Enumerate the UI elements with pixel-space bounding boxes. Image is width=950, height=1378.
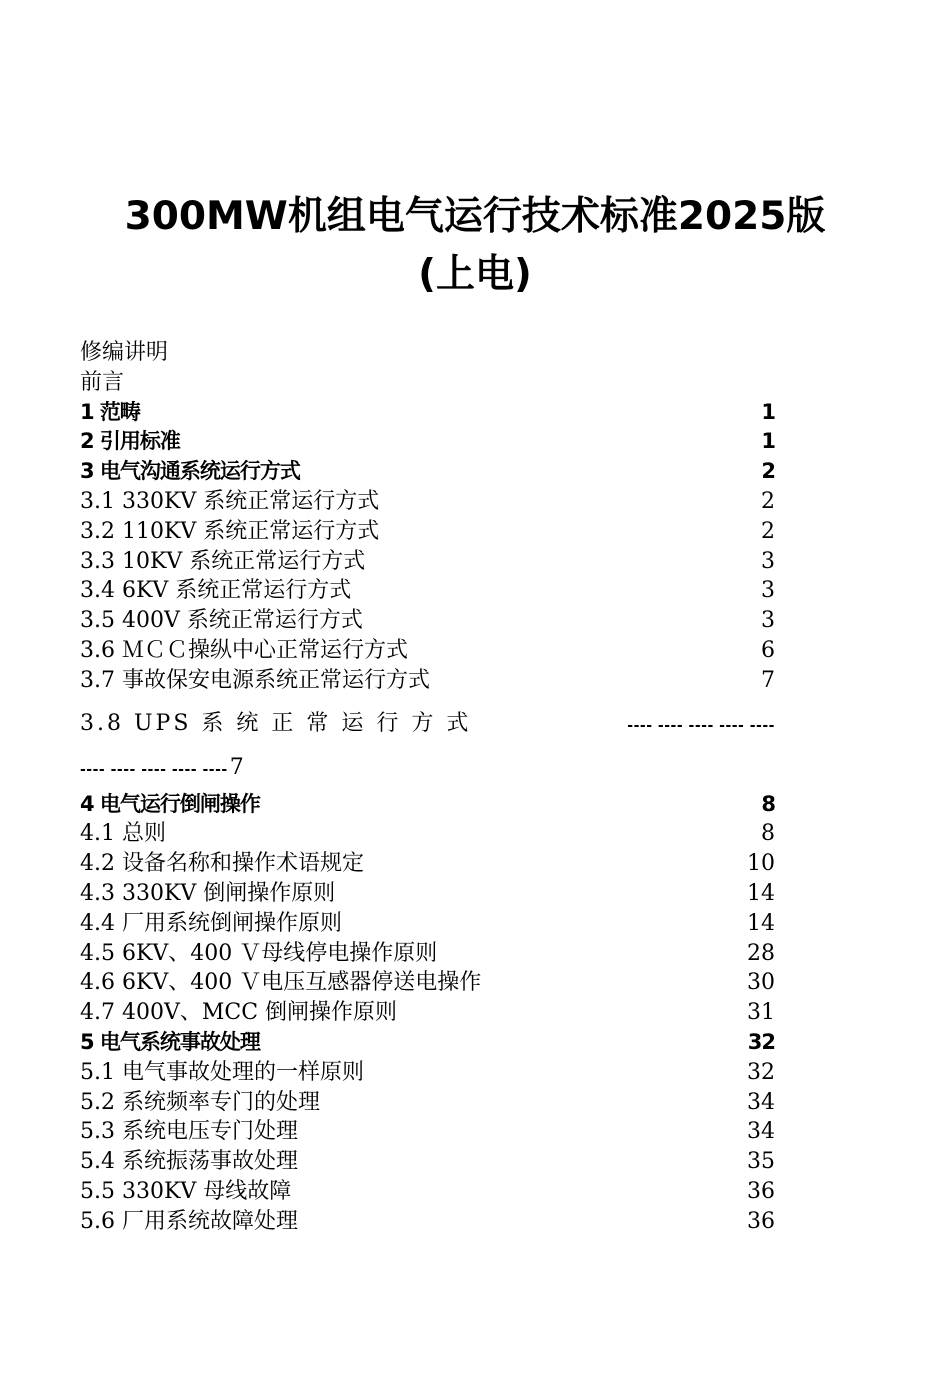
toc-entry-label: 3.4 6KV 系统正常运行方式 xyxy=(80,578,352,604)
toc-preface-item[interactable] xyxy=(80,338,775,368)
toc-page-number: 3 xyxy=(761,608,775,634)
toc-entry[interactable] xyxy=(80,1177,775,1207)
toc-entry[interactable] xyxy=(80,457,775,487)
toc-entry-label: 5.5 330KV 母线故障 xyxy=(80,1178,292,1204)
toc-entry[interactable] xyxy=(80,1147,775,1177)
toc-page-number: 30 xyxy=(747,970,775,996)
toc-entry[interactable] xyxy=(80,517,775,547)
toc-entry[interactable] xyxy=(80,819,775,849)
toc-entry-label: 3.5 400V 系统正常运行方式 xyxy=(80,608,363,634)
toc-entry-label: 3.6 ＭＣＣ操纵中心正常运行方式 xyxy=(80,637,408,663)
toc-page-number: 2 xyxy=(761,488,775,514)
toc-page-number: 28 xyxy=(747,940,775,966)
toc-entry-label: 4.7 400V、MCC 倒闸操作原则 xyxy=(80,1000,398,1026)
toc-entry-label: 5 电气系统事故处理 xyxy=(80,1029,260,1054)
toc-entries-group xyxy=(80,398,775,696)
toc-page-number: 31 xyxy=(747,1000,775,1026)
toc-entry[interactable] xyxy=(80,879,775,909)
toc-entry-label: 3 电气沟通系统运行方式 xyxy=(80,459,300,484)
toc-entry-label: 4.1 总则 xyxy=(80,821,166,847)
toc-entry-3-8-continuation xyxy=(80,746,775,790)
toc-entry[interactable] xyxy=(80,998,775,1028)
toc-page-number: 8 xyxy=(761,791,775,816)
toc-page-number: 3 xyxy=(761,548,775,574)
toc-entry-label: 5.4 系统振荡事故处理 xyxy=(80,1149,298,1175)
toc-page-number: 14 xyxy=(747,880,775,906)
toc-page-number: 1 xyxy=(761,429,775,454)
toc-page-number: 32 xyxy=(747,1029,775,1054)
toc-entry-label: 1 范畴 xyxy=(80,399,140,424)
toc-entry-label: 前言 xyxy=(80,369,125,395)
toc-entry[interactable] xyxy=(80,666,775,696)
toc-entry[interactable] xyxy=(80,909,775,939)
toc-leader-dots: ---- ---- ---- ---- ---- xyxy=(627,717,775,734)
toc-entry[interactable] xyxy=(80,1117,775,1147)
toc-page-number: 7 xyxy=(761,667,775,693)
toc-entry[interactable] xyxy=(80,849,775,879)
toc-entry[interactable] xyxy=(80,427,775,457)
toc-page-number: 34 xyxy=(747,1089,775,1115)
toc-page-number: 1 xyxy=(761,399,775,424)
toc-entry[interactable] xyxy=(80,1028,775,1058)
toc-entry[interactable] xyxy=(80,790,775,820)
toc-entry-label: 修编讲明 xyxy=(80,340,169,365)
toc-entry[interactable] xyxy=(80,606,775,636)
toc-entry-label: 5.2 系统频率专门的处理 xyxy=(80,1089,320,1115)
toc-entry-label: 4 电气运行倒闸操作 xyxy=(80,791,260,816)
toc-entry-label: 2 引用标准 xyxy=(80,429,180,454)
toc-page-number: 2 xyxy=(761,459,775,484)
toc-page-number: 7 xyxy=(229,754,244,780)
toc-entry[interactable] xyxy=(80,636,775,666)
toc-entry-label: 5.3 系统电压专门处理 xyxy=(80,1119,298,1145)
toc-page-number: 10 xyxy=(747,851,775,877)
toc-page-number: 8 xyxy=(761,821,775,847)
toc-entry[interactable] xyxy=(80,547,775,577)
toc-entry[interactable] xyxy=(80,968,775,998)
toc-entry-label: 3.2 110KV 系统正常运行方式 xyxy=(80,518,380,544)
toc-entry-label: 5.6 厂用系统故障处理 xyxy=(80,1208,298,1234)
toc-page-number: 34 xyxy=(747,1119,775,1145)
toc-leader-dots: ---- ---- ---- ---- ---- xyxy=(80,761,228,778)
toc-entry[interactable] xyxy=(80,939,775,969)
toc-entry-label: 5.1 电气事故处理的一样原则 xyxy=(80,1059,364,1085)
toc-entry-label: 4.3 330KV 倒闸操作原则 xyxy=(80,880,336,906)
toc-entry[interactable] xyxy=(80,398,775,428)
toc-page-number: 2 xyxy=(761,518,775,544)
toc-entry-label: 4.5 6KV、400 Ｖ母线停电操作原则 xyxy=(80,940,438,966)
toc-entry-label: 4.2 设备名称和操作术语规定 xyxy=(80,851,364,877)
table-of-contents xyxy=(80,338,775,1237)
toc-page-number: 32 xyxy=(747,1059,775,1085)
toc-entry[interactable] xyxy=(80,1207,775,1237)
document-title xyxy=(60,188,890,304)
toc-entry-label: 4.6 6KV、400 Ｖ电压互感器停送电操作 xyxy=(80,970,482,996)
toc-entry[interactable] xyxy=(80,487,775,517)
toc-page-number: 36 xyxy=(747,1208,775,1234)
toc-entry[interactable] xyxy=(80,1088,775,1118)
toc-entry-label: 3.8 UPS 系 统 正 常 运 行 方 式 xyxy=(80,710,472,736)
toc-page-number: 35 xyxy=(747,1149,775,1175)
toc-entry-label: 3.1 330KV 系统正常运行方式 xyxy=(80,488,380,514)
toc-page-number: 36 xyxy=(747,1178,775,1204)
toc-entry[interactable] xyxy=(80,576,775,606)
toc-entry-label: 3.7 事故保安电源系统正常运行方式 xyxy=(80,667,430,693)
toc-entry-label: 4.4 厂用系统倒闸操作原则 xyxy=(80,910,342,936)
toc-entry-3-8[interactable] xyxy=(80,702,775,746)
toc-entry[interactable] xyxy=(80,1058,775,1088)
title-line-1: 300MW机组电气运行技术标准2025版 xyxy=(124,194,826,239)
toc-page-number: 14 xyxy=(747,910,775,936)
toc-entries-group xyxy=(80,790,775,1237)
toc-page-number: 6 xyxy=(761,637,775,663)
toc-entry-label: 3.3 10KV 系统正常运行方式 xyxy=(80,548,366,574)
toc-preface-item[interactable] xyxy=(80,368,775,398)
toc-page-number: 3 xyxy=(761,578,775,604)
title-line-2: (上电) xyxy=(418,252,532,297)
